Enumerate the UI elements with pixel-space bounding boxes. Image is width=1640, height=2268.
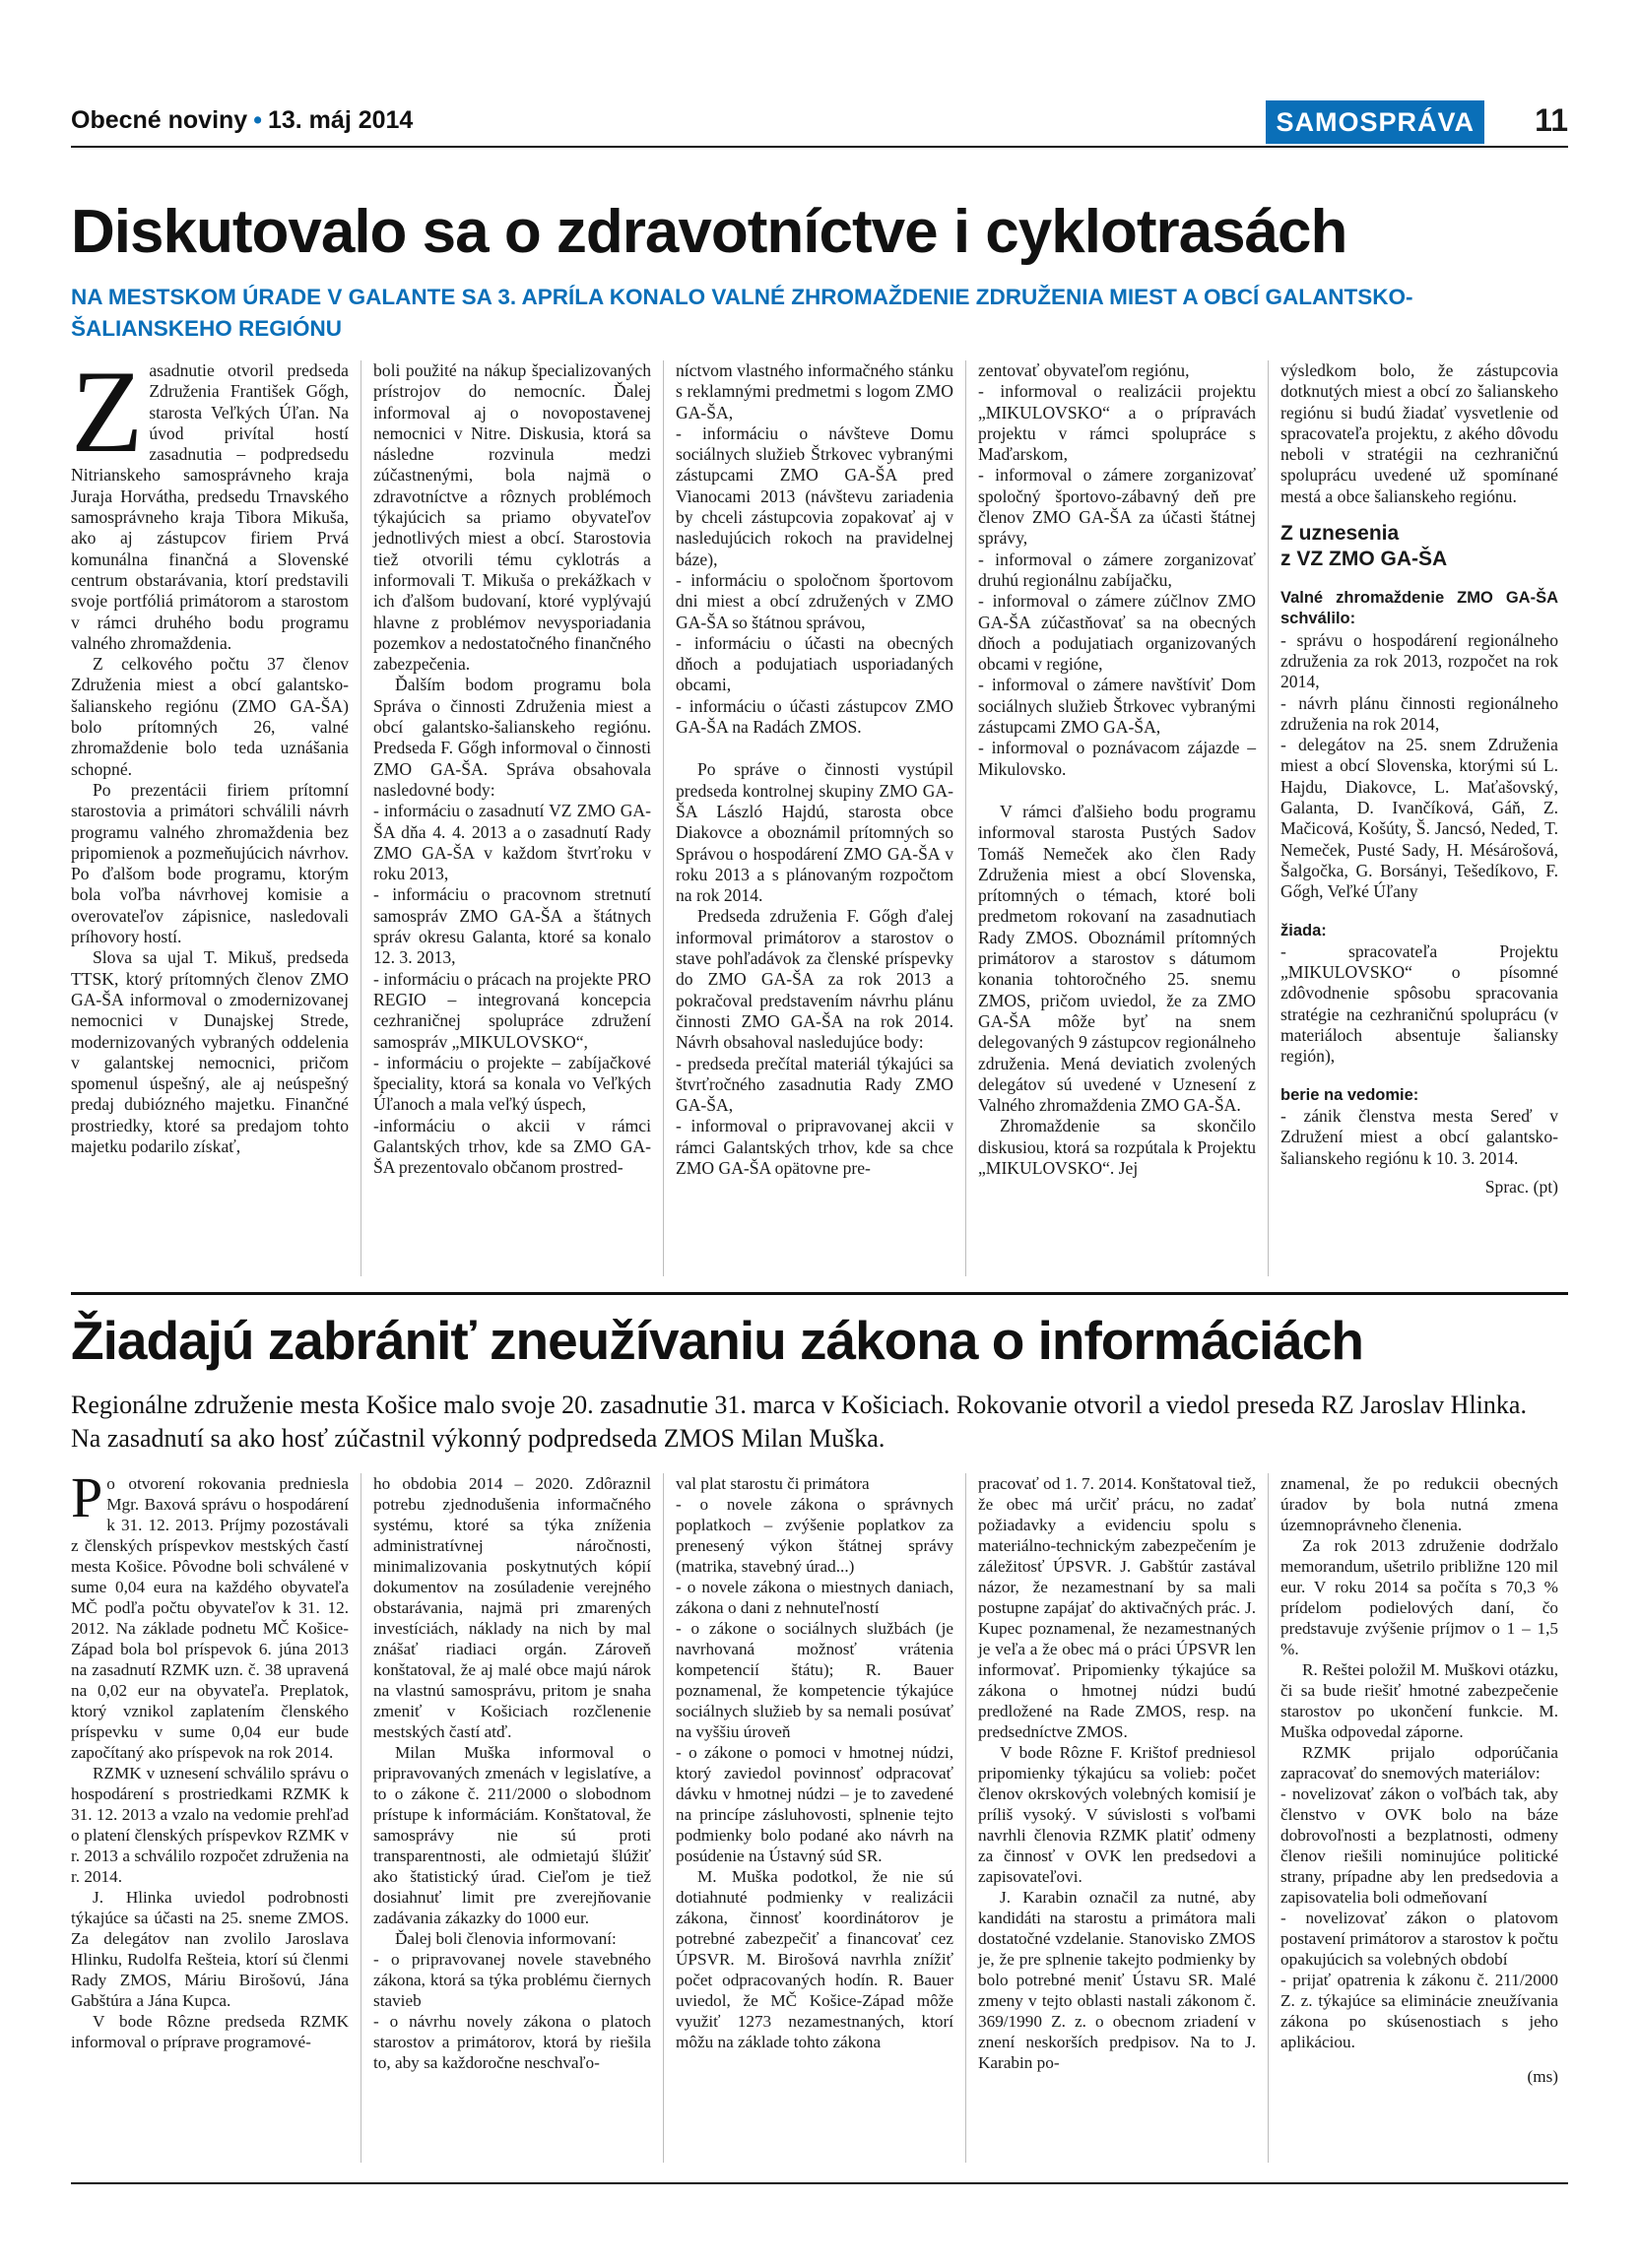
page-number: 11 <box>1535 102 1568 138</box>
list-item: - informoval o zámere zorganizovať druhú regionálnu zabíjačku, <box>978 549 1256 590</box>
column-divider <box>965 1473 966 2163</box>
list-item: - informoval o zámere navštíviť Dom sociálnych služieb Štrkovec vybranými zástupcami ZMO GA-ŠA, <box>978 675 1256 738</box>
masthead-info <box>71 106 413 135</box>
paragraph: Slova sa ujal T. Mikuš, predseda TTSK, ktorý prítomných členov ZMO GA-ŠA informoval o zmodernizovanej nemocnici v Dunajskej Strede, modernizovaných vybraných oddelenia v galantskej nemocnici, pričom spomenul úspešný, ale aj neúspešný predaj dubiózného majetku. Finančné prostriedky, ktoré sa predajom tohto majetku podarilo získať, <box>71 947 349 1156</box>
separator-dot: • <box>253 106 262 134</box>
approved-section <box>1280 588 1558 902</box>
article2-column-1 <box>71 1465 349 2052</box>
list-item: - informoval o zámere zúčlnov ZMO GA-ŠA zúčastňovať sa na obecných dňoch a podujatiach organizovaných obcami v regióne, <box>978 591 1256 675</box>
list-item: - informoval o pripravovanej akcii v rámci Galantských trhov, kde sa chce ZMO GA-ŠA opätovne pre- <box>676 1116 953 1178</box>
list-item: - informáciu o účasti zástupcov ZMO GA-ŠA na Radách ZMOS. <box>676 695 953 738</box>
paragraph: Milan Muška informoval o pripravovaných zmenách v legislatíve, a to o zákone č. 211/2000 o slobodnom prístupe k informáciám. Konštatoval, že samosprávy nie sú proti transparentnosti, ale odmietajú šlúžiť ako štatistický úrad. Cieľom je tiež dosiahnuť limit pre zverejňovanie zadávania zákazky do 1000 eur. <box>373 1743 651 1927</box>
paragraph: V bode Rôzne F. Krištof predniesol pripomienky týkajúcu sa volieb: počet členov okrskových volebných komisií je príliš vysoký. V súvislosti s voľbami navrhli členovia RZMK platiť odmeny za činnosť v OVK len predsedovi a zapisovateľovi. <box>978 1743 1256 1886</box>
list-item: - zánik členstva mesta Sereď v Združení miest a obcí galantsko-šalianskeho regiónu k 10. 3. 2014. <box>1280 1105 1558 1168</box>
paragraph: o otvorení rokovania predniesla Mgr. Baxová správu o hospodárení k 31. 12. 2013. Príjmy pozostávali z členských príspevkov mestských častí mesta Košice. Pôvodne boli schválené v sume 0,04 eura na každého obyvateľa MČ podľa počtu obyvateľov k 31. 12. 2012. Na základe podnetu MČ Košice-Západ bola bol príspevok 6. júna 2013 na zasadnutí RZMK uzn. č. 38 upravená na 0,02 eur na obyvateľa. Preplatok, ktorý vznikol zaplatením členského príspevku v sume 0,04 eur bude započítaný ako príspevok na rok 2014. <box>71 1474 349 1762</box>
paragraph: J. Karabin označil za nutné, aby kandidáti na starostu a primátora mali dostatočné vzdelanie. Stanovisko ZMOS je, že pre splnenie takejto podmienky by bolo potrebné meniť Ústavu SR. Malé zmeny v tejto oblasti nastali zákonom č. 369/1990 Z. z. o obecnom zriadení v znení neskorších predpisov. Na to J. Karabin po- <box>978 1888 1256 2072</box>
list-item: - o novele zákona o správnych poplatkoch – zvýšenie poplatkov za prenesený výkon štátnej správy (matrika, stavebný úrad...) <box>676 1495 953 1576</box>
paragraph: Za rok 2013 združenie dodržalo memorandum, ušetrilo približne 120 mil eur. V roku 2014 sa počíta s 70,3 % prídelom podielových daní, čo predstavuje zvýšenie príjmov o 1 – 1,5 %. <box>1280 1536 1558 1658</box>
list-item: - o zákone o sociálnych službách (je navrhovaná možnosť vrátenia kompetencií štátu); R. Bauer poznamenal, že kompetencie týkajúce sociálnych služieb by sa nemali posúvať na vyššiu úroveň <box>676 1619 953 1741</box>
paragraph: níctvom vlastného informačného stánku s reklamnými predmetmi s logom ZMO GA-ŠA, <box>676 360 953 422</box>
list-item: - informáciu o pracovnom stretnutí samospráv ZMO GA-ŠA a štátnych správ okresu Galanta, ktoré sa konalo 12. 3. 2013, <box>373 884 651 968</box>
list-item: - informáciu o spoločnom športovom dni miest a obcí združených v ZMO GA-ŠA so štátnou správou, <box>676 569 953 632</box>
paragraph: val plat starostu či primátora <box>676 1474 870 1493</box>
column-divider <box>965 360 966 1276</box>
list-item: - delegátov na 25. snem Združenia miest a obcí Slovenska, ktorými sú L. Hajdu, Diakovce, L. Maťašovský, Galanta, D. Ivančíková, Gáň, Z. Mačicová, Košúty, Š. Jancsó, Neded, T. Nemeček, Pusté Sady, H. Mésárošová, Šalgočka, G. Borsányi, Tešedíkovo, F. Gőgh, Veľké Úľany <box>1280 735 1558 902</box>
noted-label: berie na vedomie: <box>1280 1085 1419 1104</box>
list-item: - informáciu o účasti na obecných dňoch a podujatiach usporiadaných obcami, <box>676 632 953 695</box>
paragraph: asadnutie otvoril predseda Združenia František Gőgh, starosta Veľkých Úľan. Na úvod privítal hostí zasadnutia – podpredsedu Nitrianskeho samosprávneho kraja Juraja Horvátha, predsedu Trnavského samosprávneho kraja Tibora Mikuša, ako aj zástupcov firiem Prvá komunálna finančná a Slovenské centrum obstarávania, ktorí predstavili svoje portfóliá primátorom a starostom v rámci druhého bodu programu valného zhromaždenia. <box>71 360 349 653</box>
article1-column-4 <box>978 360 1256 1179</box>
article1-dropcap: Z <box>71 346 144 477</box>
paragraph: RZMK v uznesení schválilo správu o hospodárení s prostriedkami RZMK k 31. 12. 2013 a vzalo na vedomie prehľad o platení členských príspevkov RZMK v r. 2013 a schválilo rozpočet združenia na r. 2014. <box>71 1764 349 1886</box>
article2-column-2 <box>373 1473 651 2073</box>
article2-headline: Žiadajú zabrániť zneužívaniu zákona o informáciách <box>71 1310 1363 1371</box>
list-item: - o návrhu novely zákona o platoch starostov a primátorov, ktorá by riešila to, aby sa každoročne neschvaľo- <box>373 2012 651 2072</box>
list-item: - informoval o poznávacom zájazde – Mikulovsko. <box>978 738 1256 779</box>
list-item: - informáciu o projekte – zabíjačkové špeciality, ktorá sa konala vo Veľkých Úľanoch a mala veľký úspech, <box>373 1052 651 1115</box>
paragraph: Ďalším bodom programu bola Správa o činnosti Združenia miest a obcí galantsko-šalianskeho regiónu. Predseda F. Gőgh informoval o činnosti ZMO GA-ŠA. Správa obsahovala nasledovné body: <box>373 675 651 800</box>
paragraph: Z celkového počtu 37 členov Združenia miest a obcí galantsko-šalianskeho regiónu (ZMO GA-ŠA) bolo prítomných 26, valné zhromaždenie bolo teda uznášania schopné. <box>71 654 349 779</box>
paragraph: znamenal, že po redukcii obecných úradov by bola nutná zmena územnoprávneho členenia. <box>1280 1474 1558 1534</box>
paper-name: Obecné noviny <box>71 106 248 134</box>
approved-label: Valné zhromaždenie ZMO GA-ŠA schválilo: <box>1280 589 1558 628</box>
list-item: - o novele zákona o miestnych daniach, zákona o dani z nehnuteľností <box>676 1578 953 1617</box>
list-item: - novelizovať zákon o voľbách tak, aby členstvo v OVK bolo na báze dobrovoľnosti a bezplatnosti, odmeny členov riešili nominujúce politické strany, prípadne aby len predsedovia a zapisovatelia boli odmeňovaní <box>1280 1784 1558 1907</box>
paragraph: V bode Rôzne predseda RZMK informoval o príprave programové- <box>71 2012 349 2051</box>
paragraph: M. Muška podotkol, že nie sú dotiahnuté podmienky v realizácii zákona, činnosť koordinátorov je potrebné zabezpečiť a financovať cez ÚPSVR. M. Birošová navrhla znížiť počet odpracovaných hodín. R. Bauer uviedol, že MČ Košice-Západ môže využiť 1273 nezamestnaných, ktorí môžu na základe tohto zákona <box>676 1867 953 2051</box>
list-item: - spracovateľa Projektu „MIKULOVSKO“ o písomné zdôvodnenie spôsobu spracovania stratégie na cezhraničnú spoluprácu (v materiáloch absentuje šaliansky región), <box>1280 940 1558 1067</box>
resolution-heading <box>1280 521 1558 572</box>
masthead-rule <box>71 146 1568 148</box>
paragraph: boli použité na nákup špecializovaných prístrojov do nemocníc. Ďalej informoval aj o novopostavenej nemocnici v Nitre. Diskusia, ktorá sa následne rozvinula medzi zúčastnenými, bola najmä o zdravotníctve a rôznych problémoch týkajúcich sa priamo obyvateľov jednotlivých miest a obcí. Starostovia tiež otvorili tému cyklotrás a informovali T. Mikuša o prekážkach v ich ďalšom budovaní, ktoré vyplývajú hlavne z problémov nevysporiadania pozemkov a nedostatočného finančného zabezpečenia. <box>373 360 651 675</box>
list-item: - informáciu o prácach na projekte PRO REGIO – integrovaná koncepcia cezhraničnej spolupráce združení samospráv „MIKULOVSKO“, <box>373 968 651 1052</box>
paragraph: V rámci ďalšieho bodu programu informoval starosta Pustých Sadov Tomáš Nemeček ako člen Rady Združenia miest a obcí Slovenska, prítomných o témach, ktoré boli predmetom rokovaní na zasadnutiach Rady ZMOS. Oboznámil prítomných primátorov a starostov s dátumom konania tohtoročného 25. snemu ZMOS, pričom uviedol, že za ZMO GA-ŠA môže byť na snem delegovaných 9 zástupcov regionálneho združenia. Mená deviatich zvolených delegátov sú uvedené v Uznesení z Valného zhromaždenia ZMO GA-ŠA. <box>978 801 1256 1116</box>
list-item: - prijať opatrenia k zákonu č. 211/2000 Z. z. týkajúce sa eliminácie zneužívania zákona po skúsenostiach s jeho aplikáciou. <box>1280 1971 1558 2051</box>
paragraph: Predseda združenia F. Gőgh ďalej informoval primátorov a starostov o stave pohľadávok za členské príspevky do ZMO GA-ŠA za rok 2013 a pokračoval predstavením návrhu plánu činnosti ZMO GA-ŠA na rok 2014. Návrh obsahoval nasledujúce body: <box>676 906 953 1053</box>
article2-lead: Regionálne združenie mesta Košice malo svoje 20. zasadnutie 31. marca v Košiciach. Rokovanie otvoril a viedol preseda RZ Jaroslav Hlinka. Na zasadnutí sa ako hosť zúčastnil výkonný podpredseda ZMOS Milan Muška. <box>71 1391 1527 1453</box>
paragraph: výsledkom bolo, že zástupcovia dotknutých miest a obcí zo šalianskeho regiónu si budú žiadať vysvetlenie od spracovateľa projektu, z akého dôvodu neboli v stratégii na cezhraničnú spoluprácu uvedené už spomínané mestá a obce šalianskeho regiónu. <box>1280 360 1558 506</box>
article1-column-5 <box>1280 360 1558 1198</box>
article2-column-5 <box>1280 1473 1558 2087</box>
paragraph: Zhromaždenie sa skončilo diskusiou, ktorá sa rozpútala k Projektu „MIKULOVSKO“. Jej <box>978 1116 1256 1178</box>
requests-section <box>1280 921 1558 1068</box>
article1-column-3 <box>676 360 953 1179</box>
noted-section <box>1280 1085 1558 1169</box>
paragraph: R. Reštei položil M. Muškovi otázku, či sa bude riešiť hmotné zabezpečenie starostov po ukončení funkcie. M. Muška odpovedal záporne. <box>1280 1660 1558 1741</box>
list-item: - správu o hospodárení regionálneho združenia za rok 2013, rozpočet na rok 2014, <box>1280 629 1558 692</box>
article2-column-4 <box>978 1473 1256 2073</box>
paragraph: pracovať od 1. 7. 2014. Konštatoval tiež, že obec má určiť prácu, no zadať požiadavky a evidenciu spolu s materiálno-technickým zabezpečením je záležitosť ÚPSVR. J. Gabštúr zastával názor, že nezamestnaní by sa mali postupne zapájať do aktivačných prác. J. Kupec poznamenal, že nezamestnaných je veľa a že obec má o práci ÚPSVR len informovať. Pripomienky týkajúce sa zákona o hmotnej núdzi budú predložené na Rade ZMOS, resp. na predsedníctve ZMOS. <box>978 1474 1256 1741</box>
requests-label: žiada: <box>1280 921 1327 940</box>
paragraph: Ďalej boli členovia informovaní: <box>395 1929 617 1948</box>
paragraph: J. Hlinka uviedol podrobnosti týkajúce sa účasti na 25. sneme ZMOS. Za delegátov nan zvolilo Jaroslava Hlinku, Rudolfa Rešteia, ktorí sú členmi Rady ZMOS, Máriu Birošovú, Jána Gabštúra a Jána Kupca. <box>71 1888 349 2010</box>
paragraph: Po správe o činnosti vystúpil predseda kontrolnej skupiny ZMO GA-ŠA László Hajdú, starosta obce Diakovce a oboznámil prítomných so Správou o hospodárení ZMO GA-ŠA v roku 2013 a s plánovaným rozpočtom na rok 2014. <box>676 759 953 906</box>
column-divider <box>663 360 664 1276</box>
paragraph: zentovať obyvateľom regiónu, <box>978 360 1190 380</box>
article2-signature: (ms) <box>1527 2067 1558 2086</box>
list-item: - predseda prečítal materiál týkajúci sa štvrťročného zasadnutia Rady ZMO GA-ŠA, <box>676 1053 953 1116</box>
list-item: - informoval o zámere zorganizovať spoločný športovo-zábavný deň pre členov ZMO GA-ŠA za účasti štátnej správy, <box>978 465 1256 549</box>
article1-column-1 <box>71 346 349 1157</box>
paragraph: ho obdobia 2014 – 2020. Zdôraznil potrebu zjednodušenia informačného systému, ktoré sa týka zníženia administratívnej náročnosti, minimalizovania poskytnutých kópií dokumentov na zosúladenie verejného obstarávania, najmä pri zmarených investíciách, náklady na nich by mal znášať riadiaci orgán. Zároveň konštatoval, že aj malé obce majú nárok na vlastnú samosprávu, pritom je snaha zmeniť v Košiciach rozčlenenie mestských častí atď. <box>373 1474 651 1741</box>
column-divider <box>1268 360 1269 1276</box>
paragraph: RZMK prijalo odporúčania zapracovať do snemových materiálov: <box>1280 1743 1558 1782</box>
section-label: SAMOSPRÁVA <box>1266 100 1484 144</box>
paragraph: Po prezentácii firiem prítomní starostovia a primátori schválili návrh programu valného zhromaždenia bez pripomienok a pozmeňujúcich návrhov. Po ďalšom bode programu, ktorým bola voľba návrhovej komisie a overovateľov zápisnice, nasledovali príhovory hostí. <box>71 779 349 947</box>
resolution-heading-line-2: z VZ ZMO GA-ŠA <box>1280 548 1448 571</box>
article1-headline: Diskutovalo sa o zdravotníctve i cyklotrasách <box>71 198 1347 266</box>
resolution-heading-line-1: Z uznesenia <box>1280 522 1400 546</box>
issue-date: 13. máj 2014 <box>267 106 414 134</box>
column-divider <box>663 1473 664 2163</box>
list-item: -informáciu o akcii v rámci Galantských trhov, kde sa ZMO GA-ŠA prezentovalo občanom prostred- <box>373 1115 651 1178</box>
column-divider <box>1268 1473 1269 2163</box>
list-item: - informoval o realizácii projektu „MIKULOVSKO“ a o prípravách projektu v rámci spolupráce s Maďarskom, <box>978 381 1256 465</box>
list-item: - o pripravovanej novele stavebného zákona, ktorá sa týka problému čiernych stavieb <box>373 1950 651 2010</box>
article1-column-2 <box>373 360 651 1179</box>
list-item: - informáciu o zasadnutí VZ ZMO GA-ŠA dňa 4. 4. 2013 a o zasadnutí Rady ZMO GA-ŠA v každom štvrťroku v roku 2013, <box>373 801 651 884</box>
article-divider <box>71 1292 1568 1295</box>
page-bottom-rule <box>71 2182 1568 2184</box>
list-item: - o zákone o pomoci v hmotnej núdzi, ktorý zaviedol povinnosť odpracovať dávku v hmotnej núdzi – je to zavedené na princípe zásluhovosti, splnenie tejto podmienky bolo podané ako návrh na posúdenie na Ústavný súd SR. <box>676 1743 953 1865</box>
masthead <box>71 100 1568 148</box>
article2-dropcap: P <box>71 1465 103 1529</box>
list-item: - novelizovať zákon o platovom postavení primátorov a starostov k počtu opakujúcich sa volebných období <box>1280 1909 1558 1969</box>
list-item: - informáciu o návšteve Domu sociálnych služieb Štrkovec vybranými zástupcami ZMO GA-ŠA pred Vianocami 2013 (návštevu zariadenia by chceli zástupcovia zopakovať aj v nasledujúcich rokoch na pravidelnej báze), <box>676 422 953 569</box>
article1-subheadline: NA MESTSKOM ÚRADE V GALANTE SA 3. APRÍLA KONALO VALNÉ ZHROMAŽDENIE ZDRUŽENIA MIEST A OBCÍ GALANTSKO-ŠALIANSKEHO REGIÓNU <box>71 285 1413 341</box>
article1-signature: Sprac. (pt) <box>1484 1176 1558 1197</box>
list-item: - návrh plánu činnosti regionálneho združenia na rok 2014, <box>1280 692 1558 734</box>
article2-column-3 <box>676 1473 953 2052</box>
